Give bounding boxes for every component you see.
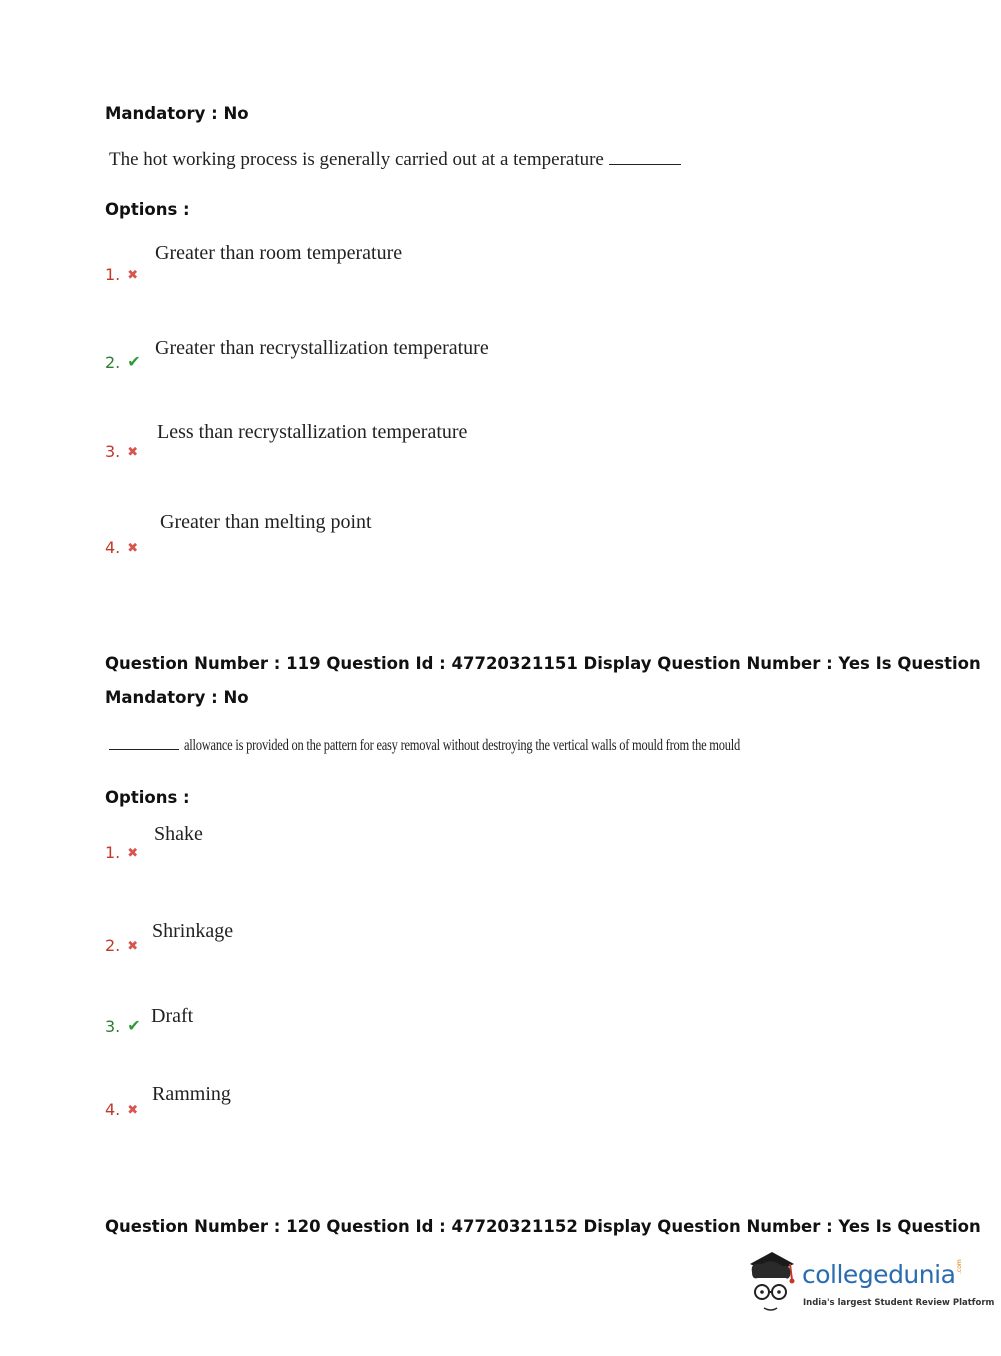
cross-icon: ✖ — [127, 541, 139, 556]
cross-icon: ✖ — [127, 268, 139, 283]
options-label: Options : — [105, 200, 190, 219]
option-index: 1. — [105, 265, 121, 284]
check-icon: ✔ — [127, 352, 141, 371]
question-text-body: allowance is provided on the pattern for easy removal without destroying the vertical walls of mould from the mould — [184, 737, 741, 754]
option-text: Shake — [154, 823, 203, 845]
option-number — [105, 442, 138, 461]
options-label: Options : — [105, 788, 190, 807]
logo-suffix: .com — [956, 1259, 963, 1274]
option-number — [105, 352, 141, 372]
cross-icon: ✖ — [127, 445, 139, 460]
option-index: 3. — [105, 1017, 121, 1036]
collegedunia-logo — [742, 1250, 995, 1320]
option-text: Shrinkage — [152, 920, 234, 942]
question-header: Question Number : 119 Question Id : 47720321151 Display Question Number : Yes Is Question — [105, 654, 981, 673]
option-text: Draft — [151, 1005, 194, 1027]
option-text: Ramming — [152, 1083, 231, 1105]
option-index: 4. — [105, 1100, 121, 1119]
option-number — [105, 265, 138, 284]
option-index: 2. — [105, 353, 121, 372]
mascot-icon — [742, 1250, 802, 1320]
mandatory-label: Mandatory : No — [105, 688, 249, 707]
option-number — [105, 1016, 141, 1036]
option-index: 2. — [105, 936, 121, 955]
answer-blank — [109, 733, 179, 750]
option-index: 4. — [105, 538, 121, 557]
logo-wordmark: collegedunia — [802, 1260, 956, 1289]
option-index: 1. — [105, 843, 121, 862]
option-text: Greater than room temperature — [155, 242, 403, 264]
option-number — [105, 1100, 138, 1119]
option-number — [105, 843, 138, 862]
question-text-body: The hot working process is generally carried out at a temperature — [109, 149, 604, 170]
option-text: Greater than melting point — [160, 511, 372, 533]
cross-icon: ✖ — [127, 846, 139, 861]
option-number — [105, 936, 138, 955]
question-text — [109, 733, 897, 755]
check-icon: ✔ — [127, 1016, 141, 1035]
cross-icon: ✖ — [127, 1103, 139, 1118]
option-index: 3. — [105, 442, 121, 461]
mandatory-label: Mandatory : No — [105, 104, 249, 123]
option-number — [105, 538, 138, 557]
question-text — [109, 149, 681, 171]
logo-tagline: India's largest Student Review Platform — [803, 1298, 995, 1308]
option-text: Greater than recrystallization temperature — [155, 337, 489, 359]
cross-icon: ✖ — [127, 939, 139, 954]
answer-blank — [609, 150, 681, 165]
question-header: Question Number : 120 Question Id : 47720321152 Display Question Number : Yes Is Question — [105, 1217, 981, 1236]
option-text: Less than recrystallization temperature — [157, 421, 468, 443]
